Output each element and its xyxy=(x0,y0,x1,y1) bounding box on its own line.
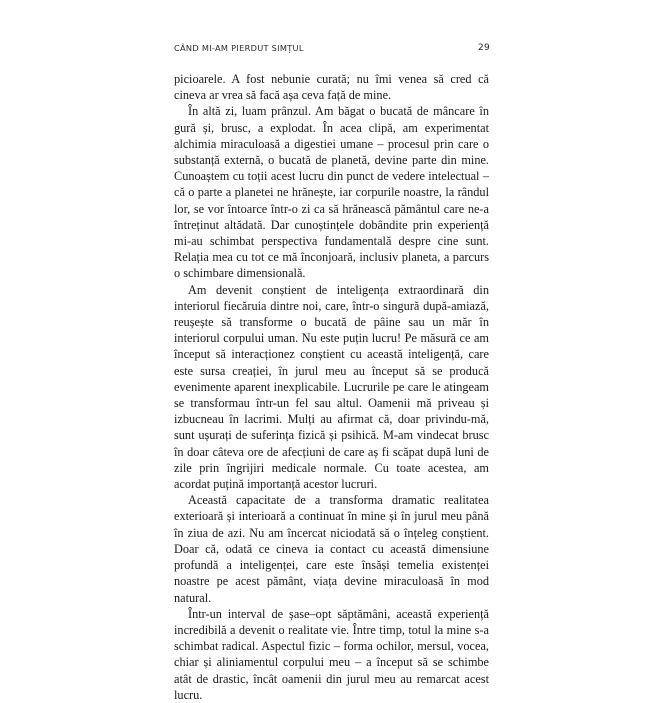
paragraph-3: Am devenit conștient de inteligența extraordinară din interiorul fiecăruia dintre noi, care, într-o singură după-amiază, reușește să transforme o bucată de pâine sau un măr în interiorul corpului uman. Nu este puțin lucru! Pe măsură ce am început să interacționez conștient cu această inteligență, care este sursa creației, în jurul meu au început să se producă evenimente aparent inexplicabile. Lucrurile pe care le atingeam se transformau într-un fel sau altul. Oamenii mă priveau și izbucneau în lacrimi. Mulți au afirmat că, doar privindu-mă, sunt ușurați de suferința fizică și psihică. M-am vindecat brusc în doar câteva ore de afecțiuni de care aș fi scăpat după luni de zile prin îngrijiri medicale normale. Cu toate acestea, am acordat puțină importanță acestor lucruri. xyxy=(174,282,489,492)
paragraph-2: În altă zi, luam prânzul. Am băgat o bucată de mâncare în gură și, brusc, a explodat. În acea clipă, am experimentat alchimia miraculoasă a digestiei umane – procesul prin care o substanță externă, o bucată de planetă, devine parte din mine. Cunoaștem cu toții acest lucru din punct de vedere intelectual – că o parte a planetei ne hrănește, iar corpurile noastre, la rândul lor, se vor întoarce într-o zi ca să hrănească pământul care ne-a întreținut altădată. Dar cunoștințele dobândite prin experiență mi-au schimbat perspectiva fundamentală despre cine sunt. Relația mea cu tot ce mă înconjoară, inclusiv planeta, a parcurs o schimbare dimensională. xyxy=(174,104,489,281)
paragraph-5: Într-un interval de șase–opt săptămâni, această experiență incredibilă a devenit o realitate vie. Între timp, totul la mine s-a schimbat radical. Aspectul fizic – forma ochilor, mersul, vocea, chiar și aliniamentul corpului meu – a început să se schimbe atât de drastic, încât oamenii din jurul meu au remarcat acest lucru. xyxy=(174,606,489,702)
page-number: 29 xyxy=(477,43,490,53)
body-text xyxy=(174,71,489,703)
paragraph-1: picioarele. A fost nebunie curată; nu îmi venea să cred că cineva ar vrea să facă așa ceva față de mine. xyxy=(174,72,489,103)
paragraph-4: Această capacitate de a transforma dramatic realitatea exterioară și interioară a continuat în mine și în jurul meu până în ziua de azi. Nu am încercat niciodată să o înțeleg conștient. Doar că, odată ce cineva ia contact cu această dimensiune profundă a inteligenței, care este însăși temelia existenței noastre pe acest pământ, viața devine miraculoasă în mod natural. xyxy=(174,493,489,605)
running-title: CÂND MI-AM PIERDUT SIMȚUL xyxy=(174,43,304,53)
running-header xyxy=(174,43,490,57)
